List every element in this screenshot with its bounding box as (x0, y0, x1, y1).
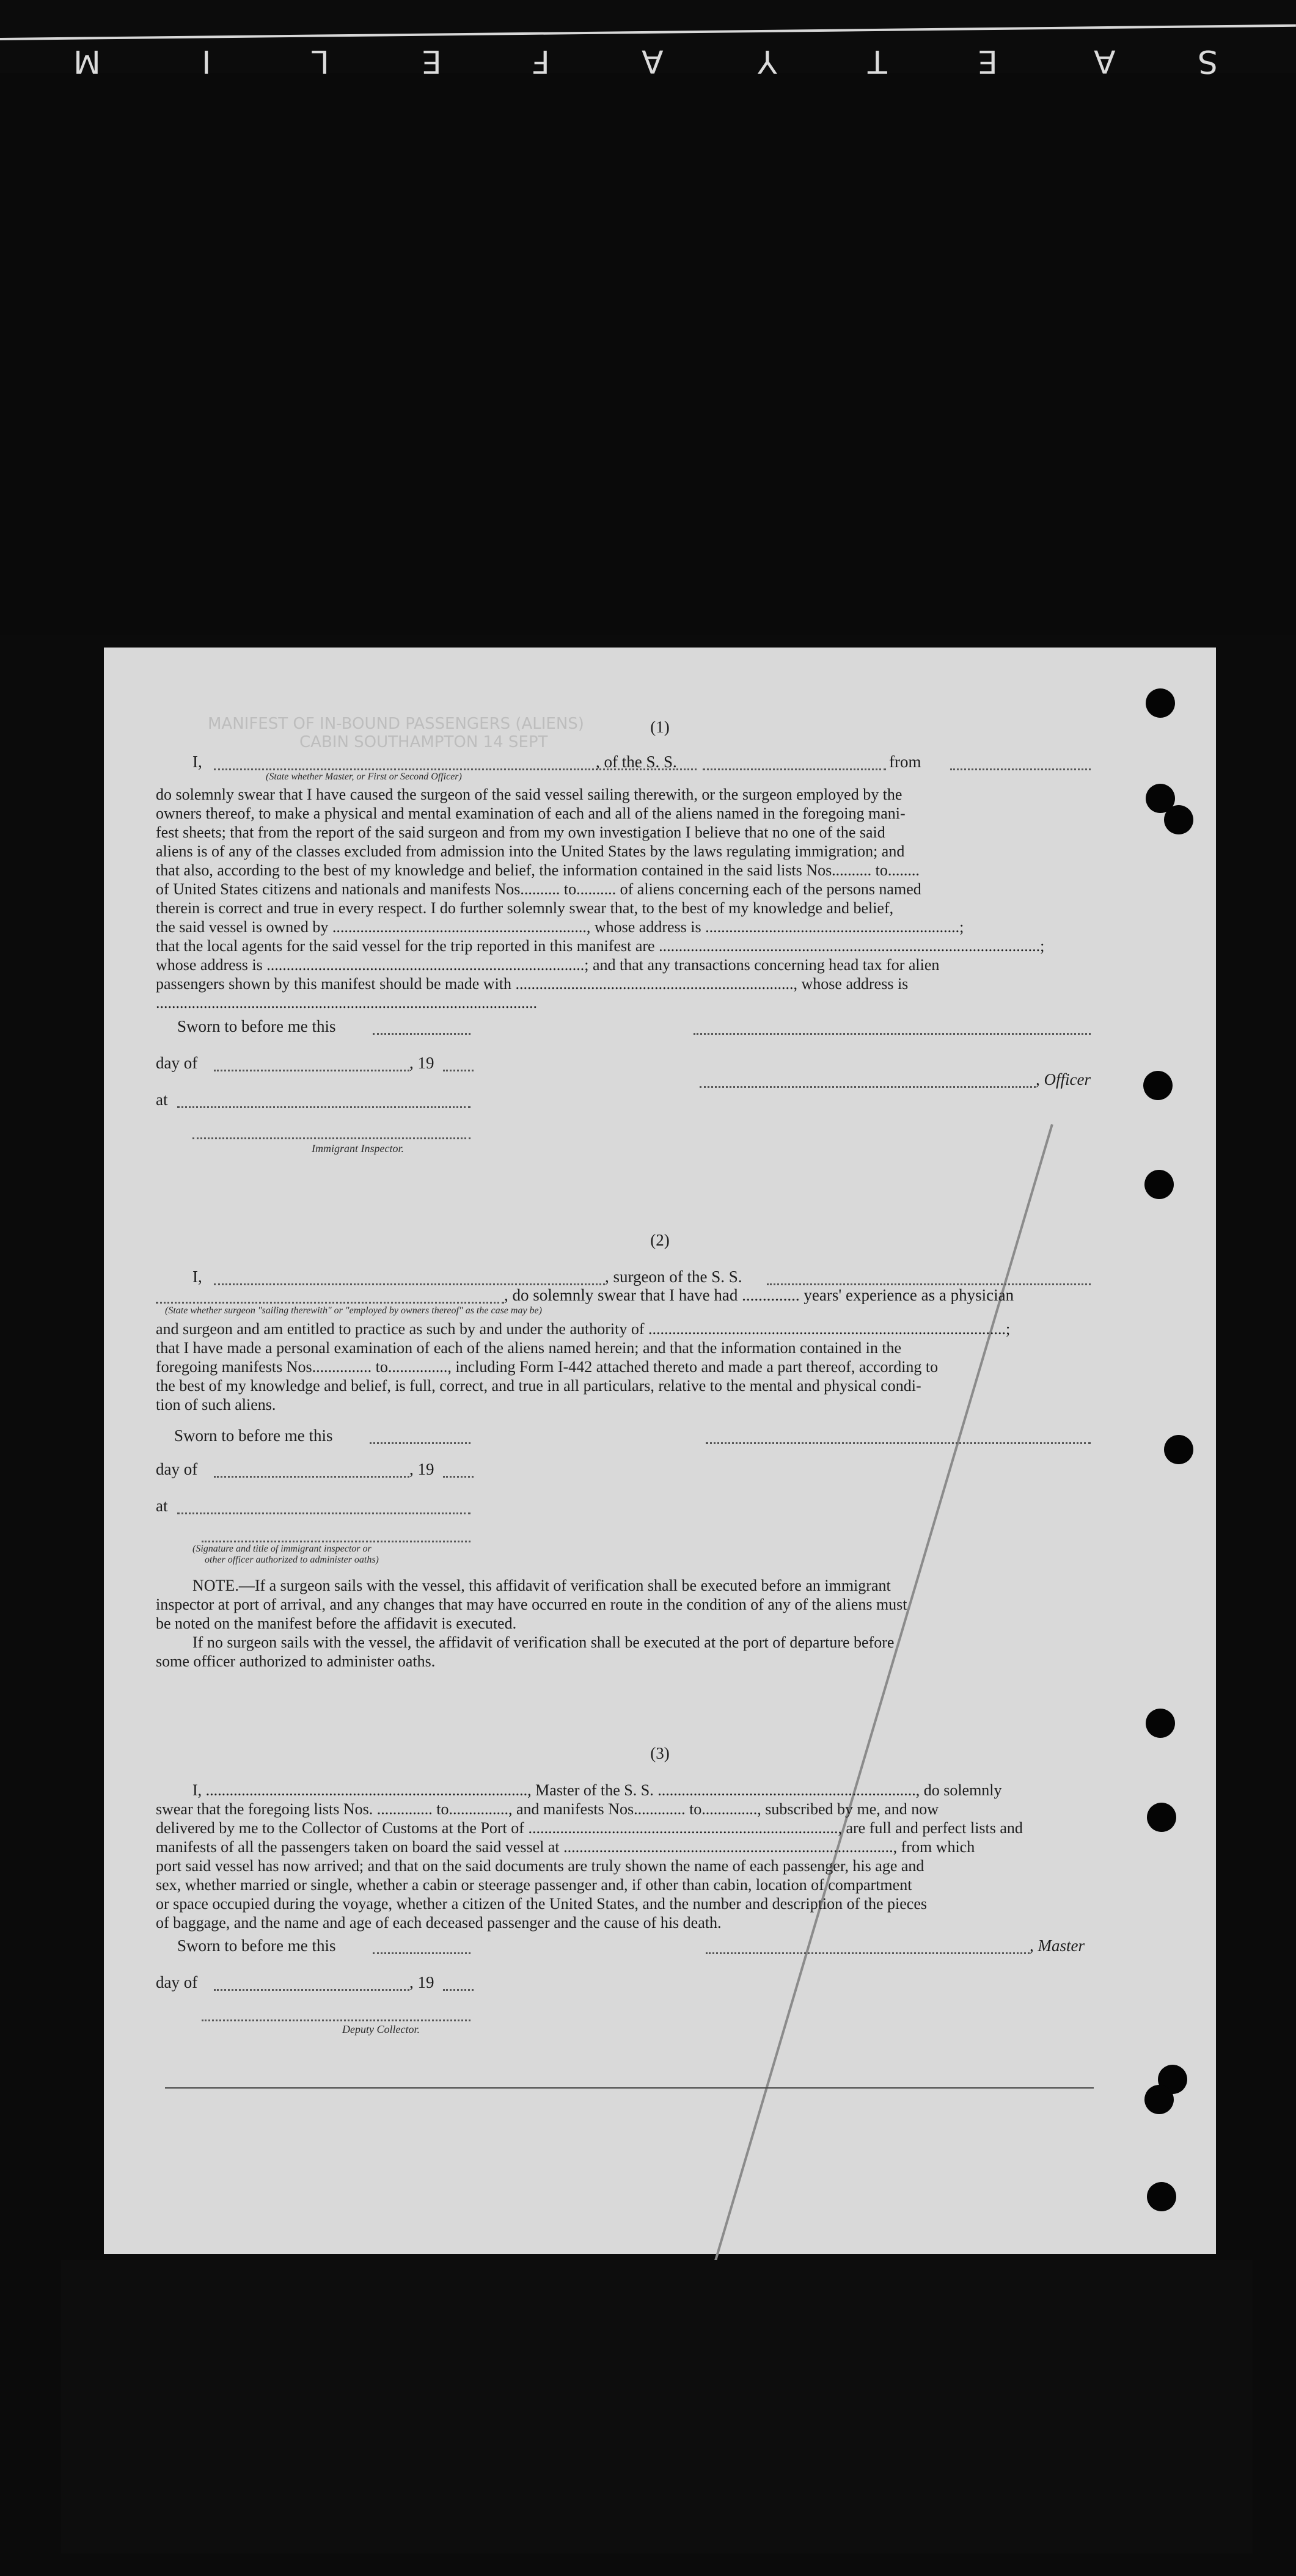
s1-i-label: I, (192, 753, 202, 771)
s2-surgeon-label: , surgeon of the S. S. (605, 1268, 742, 1286)
s2-at-field[interactable] (177, 1512, 470, 1514)
s1-officer-label: , Officer (1036, 1070, 1091, 1089)
s1-signature-field[interactable] (694, 1033, 1091, 1035)
s1-sworn-field[interactable] (373, 1033, 470, 1035)
s2-body-line: that I have made a personal examination of each of the aliens named herein; and that the information contained in the (156, 1339, 902, 1357)
film-letter: A (1094, 43, 1116, 79)
s3-collector-label: Deputy Collector. (342, 2023, 420, 2035)
s1-inspector-field[interactable] (192, 1137, 470, 1139)
s2-note2-line: some officer authorized to administer oaths. (156, 1652, 436, 1670)
film-letter: E (978, 43, 998, 79)
film-letter: M (73, 43, 101, 79)
film-letter: Y (758, 43, 777, 79)
section-1-number: (1) (650, 718, 670, 736)
s2-year-label: , 19 (409, 1460, 434, 1478)
film-edge-strip (0, 0, 1296, 79)
film-edge-marking (61, 43, 1271, 79)
s1-body-line: fest sheets; that from the report of the said surgeon and from my own investigation I believe that no one of the said (156, 823, 885, 841)
s1-body-line: whose address is ................................................................................; and that any transactions concerning head tax for alien (156, 956, 940, 974)
s1-year-label: , 19 (409, 1054, 434, 1072)
s1-sworn-label: Sworn to before me this (177, 1017, 336, 1035)
s2-year-field[interactable] (443, 1476, 474, 1478)
punch-hole (1147, 2182, 1176, 2211)
s3-day-field[interactable] (214, 1989, 409, 1991)
punch-hole (1164, 805, 1193, 834)
s2-note-line: be noted on the manifest before the affidavit is executed. (156, 1615, 517, 1632)
film-letter: S (1198, 43, 1218, 79)
s1-body-line: ................................................................................................ (156, 994, 537, 1012)
s2-name-field[interactable] (214, 1283, 605, 1285)
s2-note-2-cont (156, 1652, 1094, 1671)
s1-at-label: at (156, 1090, 168, 1109)
s3-body-line: or space occupied during the voyage, whether a citizen of the United States, and the number and description of the pieces (156, 1895, 928, 1913)
s3-body-line: manifests of all the passengers taken on board the said vessel at ..................................................................................., from which (156, 1838, 975, 1856)
s1-inspector-label: Immigrant Inspector. (312, 1142, 404, 1155)
s2-body-line: foregoing manifests Nos............... to..............., including Form I-442 attached thereto and made a part thereof, according to (156, 1358, 939, 1376)
s3-body-line: port said vessel has now arrived; and that on the said documents are truly shown the name of each passenger, his age and (156, 1857, 924, 1875)
film-letter: F (532, 43, 550, 79)
s1-oath-body (156, 785, 1094, 1012)
film-bottom (61, 2260, 1253, 2553)
s2-body-line: the best of my knowledge and belief, is full, correct, and true in all particulars, relative to the mental and physical condi- (156, 1377, 921, 1395)
s3-master-label: , Master (1030, 1936, 1085, 1955)
s3-body-line: sex, whether married or single, whether a cabin or steerage passenger and, if other than cabin, location of compartment (156, 1876, 912, 1894)
punch-hole (1143, 1071, 1173, 1100)
s2-capacity-field[interactable] (156, 1302, 504, 1304)
s1-rank-note: (State whether Master, or First or Second Officer) (266, 772, 462, 782)
bleed-through-subtitle: CABIN SOUTHAMPTON 14 SEPT (299, 733, 548, 751)
s2-i-label: I, (192, 1268, 202, 1286)
s3-body-line: of baggage, and the name and age of each deceased passenger and the cause of his death. (156, 1914, 722, 1932)
s2-day-label: day of (156, 1460, 198, 1478)
s1-day-label: day of (156, 1054, 198, 1072)
film-background (0, 0, 1296, 635)
bottom-rule (165, 2087, 1094, 2089)
s3-body-line: delivered by me to the Collector of Customs at the Port of .............................................................................., are full and perfect lists and (156, 1819, 1023, 1837)
s1-from-label: from (889, 753, 921, 771)
s3-day-label: day of (156, 1973, 198, 1991)
s1-from-field[interactable] (950, 768, 1091, 770)
s3-oath-body (156, 1781, 1094, 1932)
punch-hole (1146, 1709, 1175, 1738)
s2-note-line: inspector at port of arrival, and any changes that may have occurred en route in the condition of any of the aliens must (156, 1596, 907, 1613)
s1-vessel-field[interactable] (703, 768, 886, 770)
section-2-number: (2) (650, 1231, 670, 1249)
film-edge-line (0, 24, 1296, 40)
s3-sworn-label: Sworn to before me this (177, 1936, 336, 1955)
s1-body-line: aliens is of any of the classes excluded from admission into the United States by the laws regulating immigration; and (156, 842, 905, 860)
s2-at-label: at (156, 1497, 168, 1515)
film-letter: E (422, 43, 442, 79)
s2-vessel-field[interactable] (767, 1283, 1091, 1285)
section-3-number: (3) (650, 1744, 670, 1762)
punch-hole (1146, 688, 1175, 718)
s2-sworn-label: Sworn to before me this (174, 1426, 333, 1445)
film-letter: T (868, 43, 887, 79)
s2-body-line: tion of such aliens. (156, 1396, 276, 1414)
s2-capacity-note: (State whether surgeon "sailing therewith" or "employed by owners thereof" as the case may be) (165, 1305, 542, 1316)
s1-year-field[interactable] (443, 1070, 474, 1071)
document-page (104, 648, 1216, 2254)
s1-officer-field[interactable] (700, 1086, 1036, 1088)
s2-day-field[interactable] (214, 1476, 409, 1478)
s1-body-line: passengers shown by this manifest should be made with ......................................................................, whose address is (156, 975, 909, 993)
s2-note (156, 1576, 1094, 1595)
s1-body-line: of United States citizens and nationals and manifests Nos.......... to.......... of aliens concerning each of the persons named (156, 880, 921, 898)
s2-sig-note-1: (Signature and title of immigrant inspector or (192, 1544, 372, 1554)
film-letter: I (202, 43, 211, 79)
s1-body-line: that also, according to the best of my knowledge and belief, the information contained in the said lists Nos.......... to........ (156, 861, 920, 879)
s1-at-field[interactable] (177, 1106, 470, 1108)
punch-hole (1147, 1803, 1176, 1832)
s3-year-label: , 19 (409, 1973, 434, 1991)
s3-year-field[interactable] (443, 1989, 474, 1991)
s1-vessel-label: , of the S. S. (596, 753, 677, 771)
s2-sig-title-field[interactable] (202, 1541, 470, 1542)
s1-day-field[interactable] (214, 1070, 409, 1071)
s2-note-cont (156, 1595, 1094, 1633)
s3-body-line: I, ................................................................................., Master of the S. S. ................................................................., do solemnly (192, 1781, 1002, 1799)
s3-body-line: swear that the foregoing lists Nos. .............. to..............., and manifests Nos............. to.............., subscribed by me, and now (156, 1800, 939, 1818)
bleed-through-title: MANIFEST OF IN-BOUND PASSENGERS (ALIENS) (208, 715, 584, 733)
film-letter: A (642, 43, 664, 79)
s2-years-line: , do solemnly swear that I have had .............. years' experience as a physician (504, 1286, 1014, 1304)
s2-note-2 (192, 1633, 1094, 1652)
punch-hole (1144, 1170, 1174, 1199)
s1-body-line: therein is correct and true in every respect. I do further solemnly swear that, to the best of my knowledge and belief, (156, 899, 894, 917)
s2-note2-line: If no surgeon sails with the vessel, the affidavit of verification shall be executed at the port of departure before (192, 1633, 895, 1651)
s3-sworn-field[interactable] (373, 1952, 470, 1954)
punch-hole (1164, 1435, 1193, 1464)
s3-collector-field[interactable] (202, 2020, 470, 2021)
film-letter: L (312, 43, 329, 79)
punch-hole (1144, 2085, 1174, 2114)
s1-body-line: that the local agents for the said vessel for the trip reported in this manifest are ................................................................................................; (156, 937, 1045, 955)
s1-body-line: owners thereof, to make a physical and mental examination of each and all of the aliens named in the foregoing mani- (156, 805, 906, 822)
s2-note-line: NOTE.—If a surgeon sails with the vessel, this affidavit of verification shall be executed before an immigrant (192, 1577, 891, 1594)
s1-body-line: the said vessel is owned by ................................................................, whose address is ................................................................; (156, 918, 964, 936)
s2-signature-field[interactable] (706, 1442, 1091, 1444)
s2-body-line: and surgeon and am entitled to practice as such by and under the authority of ..........................................................................................; (156, 1320, 1011, 1338)
s2-sig-note-2: other officer authorized to administer oaths) (205, 1555, 379, 1565)
s2-sworn-field[interactable] (370, 1442, 470, 1444)
s2-oath-body (156, 1319, 1094, 1414)
s3-master-field[interactable] (706, 1952, 1030, 1954)
s1-body-line: do solemnly swear that I have caused the surgeon of the said vessel sailing therewith, or the surgeon employed by the (156, 786, 902, 803)
